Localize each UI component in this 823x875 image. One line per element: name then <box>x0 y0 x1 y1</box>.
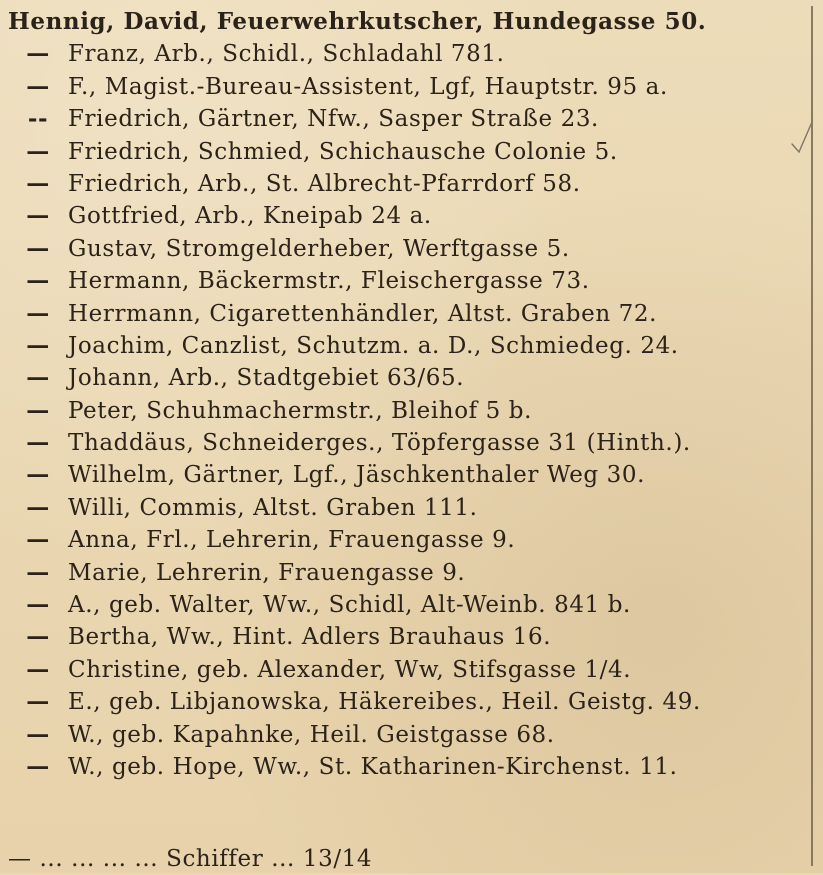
directory-entry <box>8 459 808 491</box>
ditto-dash: — <box>26 429 50 457</box>
entry-text: A., geb. Walter, Ww., Schidl, Alt-Weinb. 841 b. <box>68 592 631 619</box>
directory-entry <box>8 265 808 297</box>
entry-text: Hermann, Bäckermstr., Fleischergasse 73. <box>68 268 590 295</box>
entry-text: Willi, Commis, Altst. Graben 111. <box>68 494 478 521</box>
ditto-dash: — <box>26 526 50 554</box>
directory-entry <box>8 136 808 168</box>
directory-entry <box>8 103 808 135</box>
ditto-dash: — <box>26 396 50 424</box>
entry-text: Hennig, David, Feuerwehrkutscher, Hundegasse 50. <box>8 8 707 35</box>
entry-text: Thaddäus, Schneiderges., Töpfergasse 31 (Hinth.). <box>68 430 691 457</box>
entry-text: Johann, Arb., Stadtgebiet 63/65. <box>68 365 465 392</box>
directory-entry <box>8 589 808 621</box>
directory-entry <box>8 621 808 653</box>
directory-entry <box>8 362 808 394</box>
ditto-dash: — <box>26 364 50 392</box>
directory-entry <box>8 298 808 330</box>
entry-text: Joachim, Canzlist, Schutzm. a. D., Schmiedeg. 24. <box>68 332 679 359</box>
ditto-dash: — <box>26 558 50 586</box>
entry-text: Peter, Schuhmachermstr., Bleihof 5 b. <box>68 397 533 424</box>
entry-text: Marie, Lehrerin, Frauengasse 9. <box>68 559 466 586</box>
ditto-dash: — <box>26 234 50 262</box>
entry-text: Franz, Arb., Schidl., Schladahl 781. <box>68 41 505 68</box>
directory-entry <box>8 654 808 686</box>
directory-entry <box>8 557 808 589</box>
ditto-dash: — <box>26 461 50 489</box>
directory-entry <box>8 751 808 783</box>
entry-text: Anna, Frl., Lehrerin, Frauengasse 9. <box>68 527 516 554</box>
ditto-dash: — <box>26 720 50 748</box>
directory-entry <box>8 71 808 103</box>
directory-entry <box>8 330 808 362</box>
directory-entry <box>8 200 808 232</box>
directory-entry <box>8 719 808 751</box>
ditto-dash: — <box>26 655 50 683</box>
ditto-dash: — <box>26 331 50 359</box>
directory-entry <box>8 168 808 200</box>
directory-entry <box>8 686 808 718</box>
entry-text: Friedrich, Arb., St. Albrecht-Pfarrdorf 58. <box>68 170 581 197</box>
ditto-dash: — <box>26 40 50 68</box>
entry-text: Christine, geb. Alexander, Ww, Stifsgasse 1/4. <box>68 656 632 683</box>
ditto-dash: — <box>26 752 50 780</box>
directory-entry <box>8 233 808 265</box>
cut-off-entry <box>8 846 808 873</box>
directory-entry-list <box>8 6 808 783</box>
ditto-dash: — <box>26 137 50 165</box>
entry-text: Gustav, Stromgelderheber, Werftgasse 5. <box>68 235 570 262</box>
entry-text: W., geb. Hope, Ww., St. Katharinen-Kirchenst. 11. <box>68 753 678 780</box>
directory-entry <box>8 492 808 524</box>
entry-text: F., Magist.-Bureau-Assistent, Lgf, Hauptstr. 95 a. <box>68 73 668 100</box>
ditto-dash: — <box>26 169 50 197</box>
entry-text: Herrmann, Cigarettenhändler, Altst. Graben 72. <box>68 300 658 327</box>
directory-entry <box>8 524 808 556</box>
entry-text: Gottfried, Arb., Kneipab 24 a. <box>68 203 432 230</box>
entry-text: Wilhelm, Gärtner, Lgf., Jäschkenthaler Weg 30. <box>68 462 646 489</box>
ditto-dash: — <box>26 72 50 100</box>
ditto-dash: — <box>26 267 50 295</box>
directory-entry <box>8 395 808 427</box>
ditto-dash: — <box>26 202 50 230</box>
ditto-dash: -- <box>27 105 49 133</box>
ditto-dash: — <box>26 688 50 716</box>
cut-off-entry-text: — ... ... ... ... Schiffer ... 13/14 <box>8 846 373 872</box>
entry-text: E., geb. Libjanowska, Häkereibes., Heil. Geistg. 49. <box>68 689 701 716</box>
entry-text: Bertha, Ww., Hint. Adlers Brauhaus 16. <box>68 624 552 651</box>
ditto-dash: — <box>26 299 50 327</box>
entry-text: Friedrich, Schmied, Schichausche Colonie 5. <box>68 138 618 165</box>
directory-entry <box>8 6 808 38</box>
entry-text: W., geb. Kapahnke, Heil. Geistgasse 68. <box>68 721 555 748</box>
ditto-dash: — <box>26 623 50 651</box>
ditto-dash: — <box>26 493 50 521</box>
ditto-dash: — <box>26 591 50 619</box>
entry-text: Friedrich, Gärtner, Nfw., Sasper Straße 23. <box>68 106 599 133</box>
directory-entry <box>8 427 808 459</box>
directory-entry <box>8 38 808 70</box>
